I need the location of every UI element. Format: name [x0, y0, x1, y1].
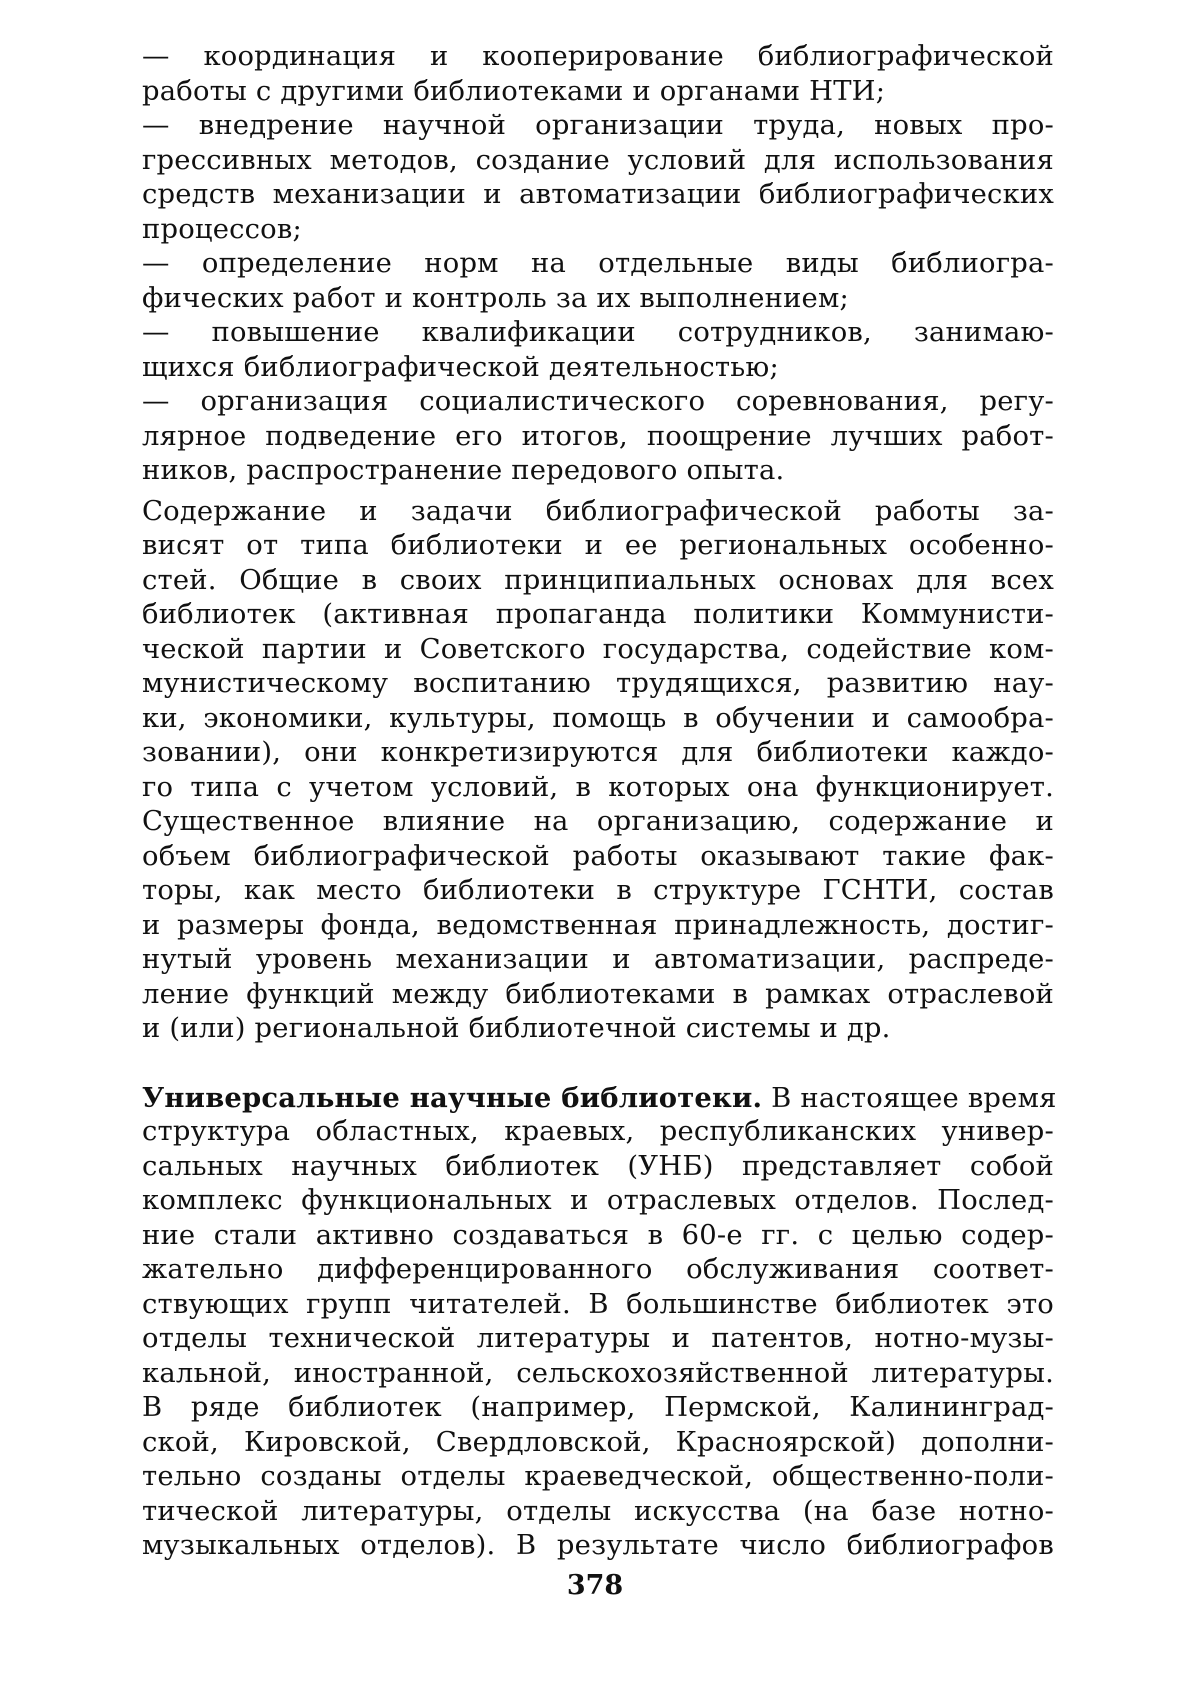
text-line: ление функций между библиотеками в рамках отраслевой: [142, 978, 1054, 1010]
text-line: — организация социалистического соревнования, регу-: [142, 386, 1054, 417]
text-line: зовании), они конкретизируются для библиотеки каждо-: [142, 737, 1054, 768]
text-line: кальной, иностранной, сельскохозяйственной литературы.: [142, 1357, 1054, 1389]
text-line: торы, как место библиотеки в структуре ГСНТИ, состав: [142, 875, 1054, 906]
section-first-line-rest: В настоящее время: [762, 1082, 1057, 1114]
text-line: щихся библиографической деятельностью;: [142, 351, 779, 383]
text-line: структура областных, краевых, республиканских универ-: [142, 1116, 1054, 1147]
list-item-4: [142, 316, 1054, 385]
text-line: процессов;: [142, 213, 302, 245]
section-universal-libraries: [142, 1081, 1057, 1564]
task-list: [142, 40, 1054, 489]
text-line: стей. Общие в своих принципиальных основах для всех: [142, 564, 1054, 596]
text-line: — определение норм на отдельные виды библиогра-: [142, 248, 1054, 279]
text-line: объем библиографической работы оказывают такие фак-: [142, 840, 1054, 872]
list-item-2: [142, 109, 1054, 247]
text-line: и (или) региональной библиотечной системы и др.: [142, 1013, 891, 1044]
list-item-3: [142, 247, 1054, 316]
text-line: висят от типа библиотеки и ее региональных особенно-: [142, 530, 1054, 561]
text-line: тической литературы, отделы искусства (на базе нотно-: [142, 1495, 1054, 1527]
text-line: лярное подведение его итогов, поощрение лучших работ-: [142, 420, 1054, 452]
section-heading: Универсальные научные библиотеки.: [142, 1081, 763, 1114]
text-line: музыкальных отделов). В результате число библиографов: [142, 1530, 1054, 1561]
list-item-1: [142, 40, 1054, 109]
text-line: комплекс функциональных и отраслевых отделов. Послед-: [142, 1185, 1054, 1216]
text-line: ки, экономики, культуры, помощь в обучении и самообра-: [142, 702, 1054, 734]
text-line: средств механизации и автоматизации библиографических: [142, 179, 1054, 210]
text-line: фических работ и контроль за их выполнением;: [142, 282, 849, 314]
text-line: В ряде библиотек (например, Пермской, Калининград-: [142, 1392, 1054, 1423]
text-line: библиотек (активная пропаганда политики Коммунисти-: [142, 599, 1054, 630]
text-line: грессивных методов, создание условий для использования: [142, 144, 1054, 176]
text-line: Содержание и задачи библиографической работы за-: [142, 495, 1054, 527]
text-line: отделы технической литературы и патентов, нотно-музы-: [142, 1323, 1054, 1354]
text-line: ческой партии и Советского государства, содействие ком-: [142, 633, 1054, 665]
paragraph-content-tasks: [142, 495, 1054, 1047]
text-line: жательно дифференцированного обслуживания соответ-: [142, 1254, 1054, 1285]
text-line: и размеры фонда, ведомственная принадлежность, достиг-: [142, 909, 1054, 941]
text-line: ников, распространение передового опыта.: [142, 455, 785, 486]
text-line: го типа с учетом условий, в которых она функционирует.: [142, 771, 1054, 803]
text-line: ской, Кировской, Свердловской, Красноярской) дополни-: [142, 1426, 1054, 1458]
text-line: ние стали активно создаваться в 60-е гг. с целью содер-: [142, 1219, 1054, 1251]
list-item-5: [142, 385, 1054, 489]
section-first-line: [142, 1081, 1057, 1116]
text-line: — координация и кооперирование библиографической: [142, 41, 1054, 72]
text-line: работы с другими библиотеками и органами НТИ;: [142, 75, 886, 107]
text-line: — внедрение научной организации труда, новых про-: [142, 110, 1054, 141]
text-line: Существенное влияние на организацию, содержание и: [142, 806, 1054, 837]
page-number: 378: [566, 1570, 624, 1601]
text-line: — повышение квалификации сотрудников, занимаю-: [142, 317, 1054, 348]
text-line: тельно созданы отделы краеведческой, общественно-поли-: [142, 1461, 1054, 1492]
page-body: [142, 40, 1057, 1564]
text-line: мунистическому воспитанию трудящихся, развитию нау-: [142, 668, 1054, 699]
text-line: ствующих групп читателей. В большинстве библиотек это: [142, 1288, 1054, 1320]
text-line: нутый уровень механизации и автоматизации, распреде-: [142, 944, 1054, 975]
text-line: сальных научных библиотек (УНБ) представляет собой: [142, 1150, 1054, 1182]
